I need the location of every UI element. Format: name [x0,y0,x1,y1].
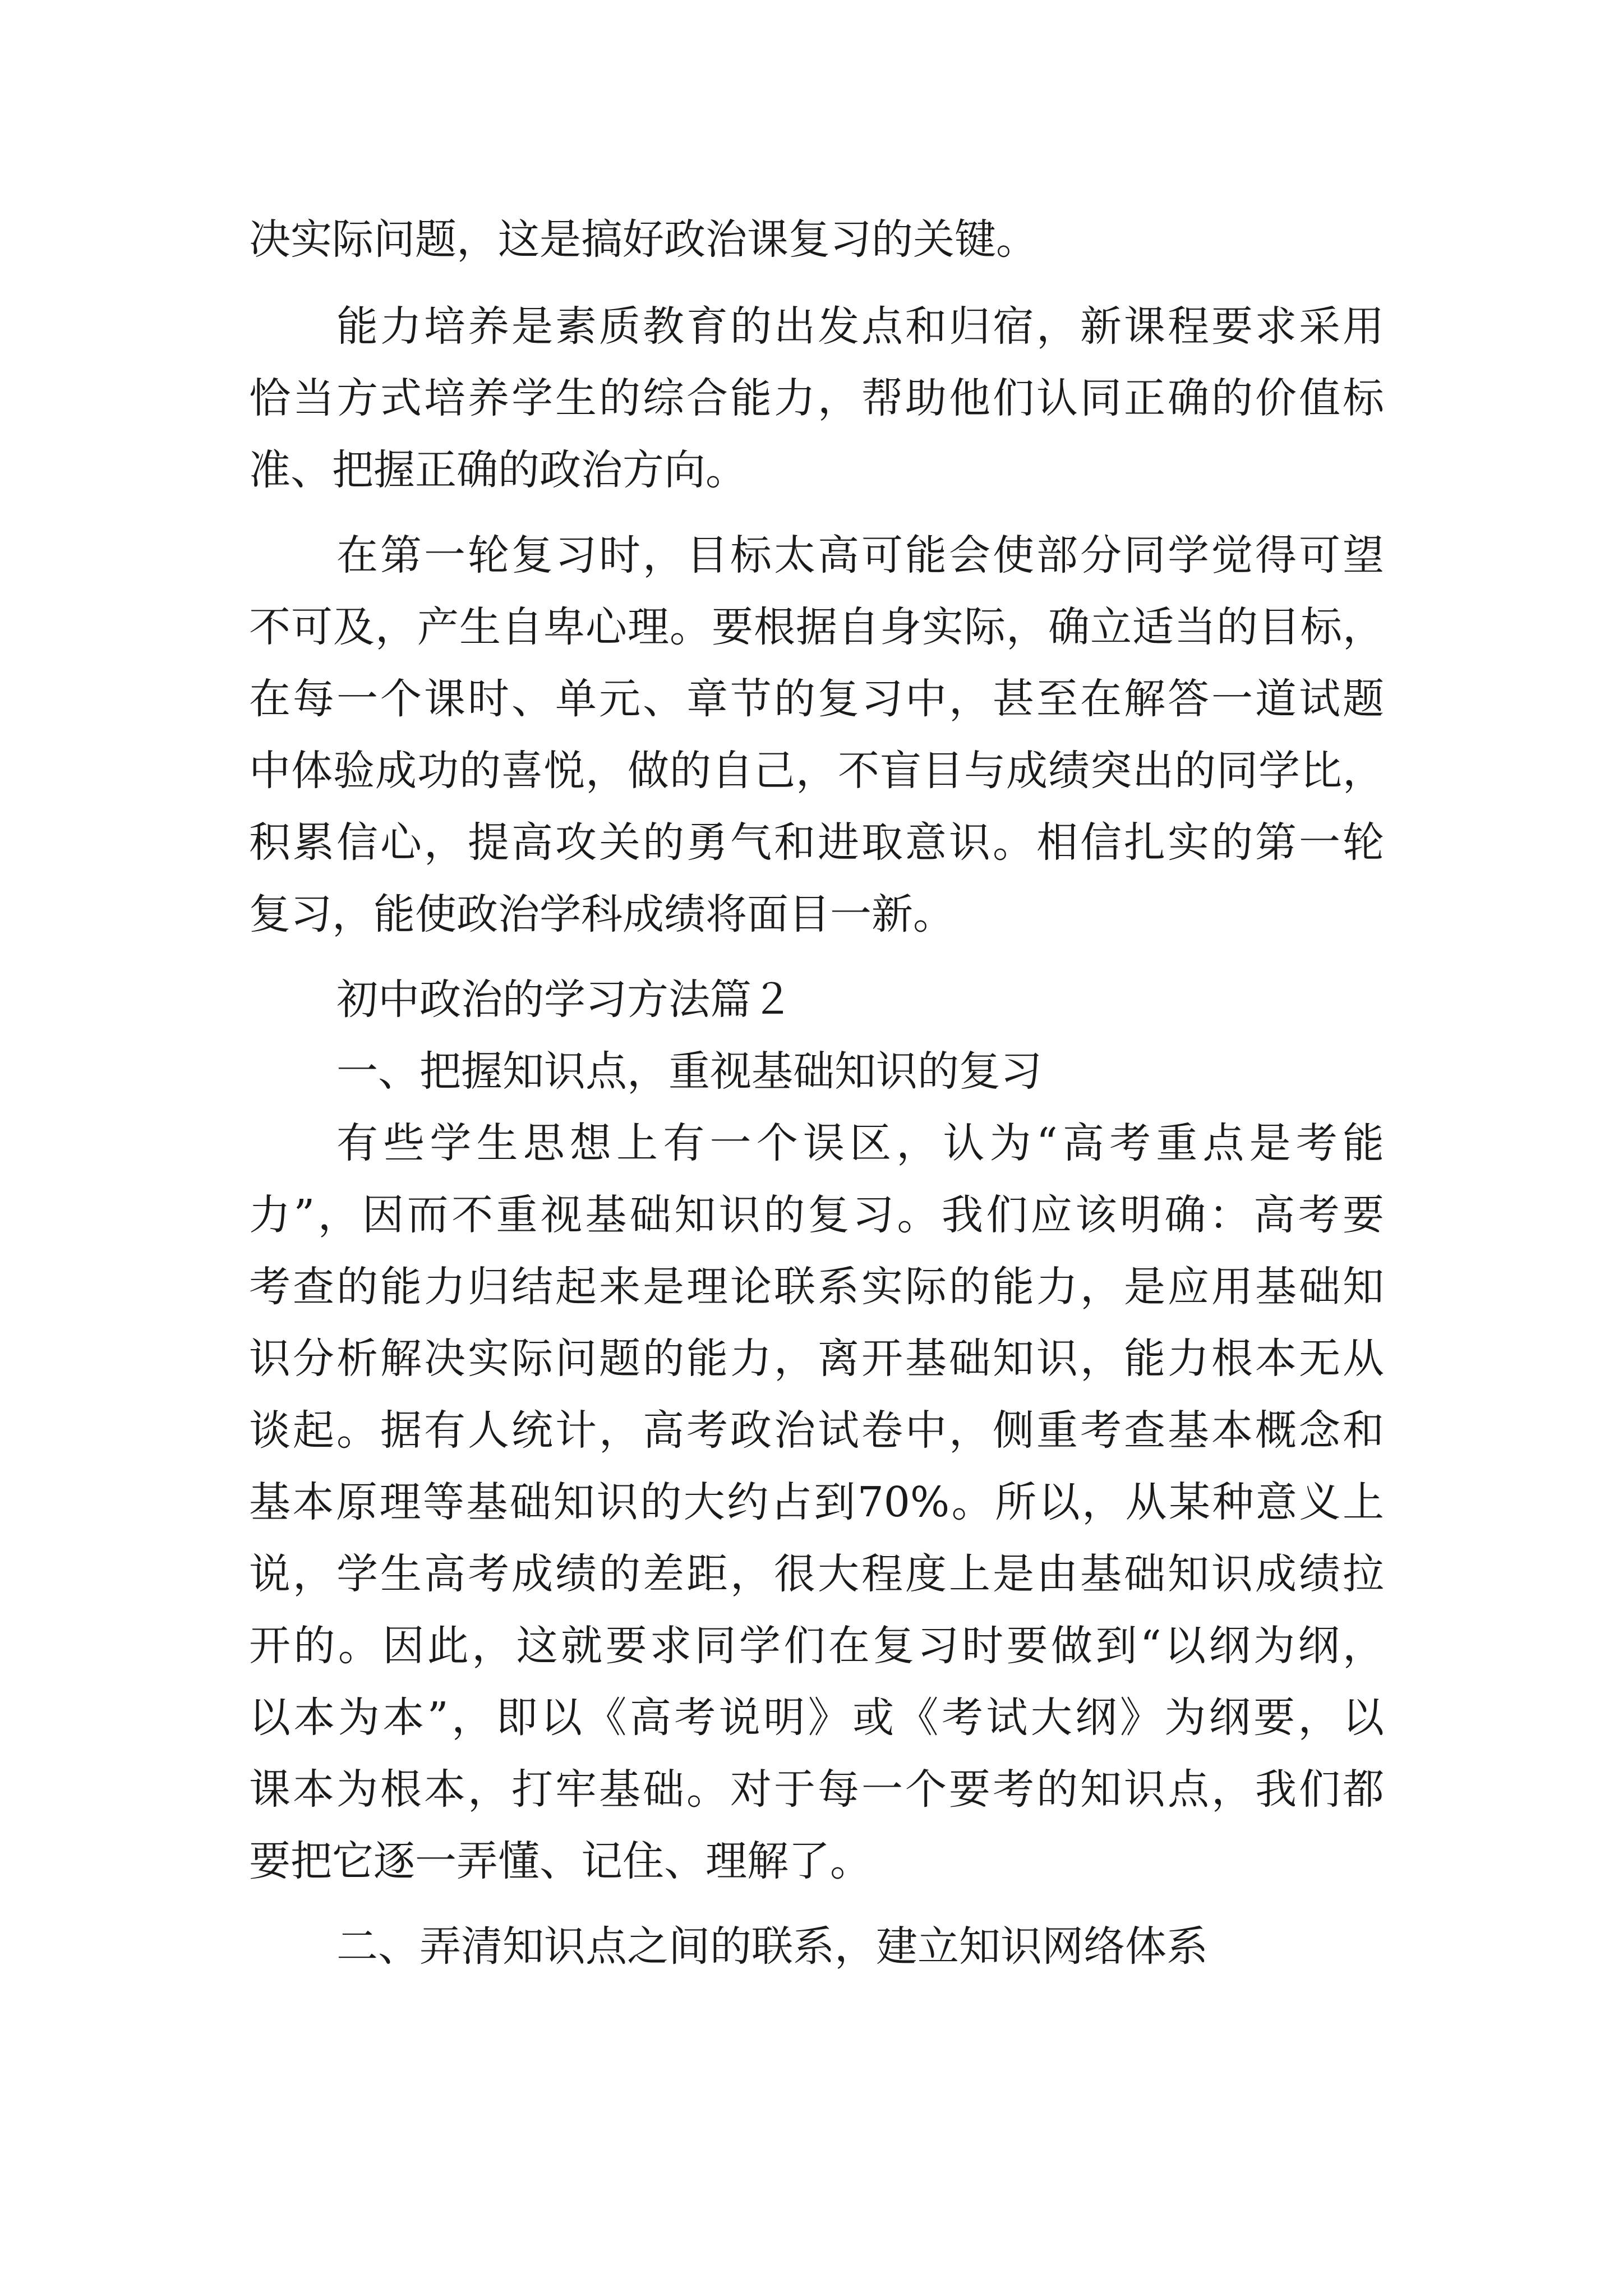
text-line: 基本原理等基础知识的大约占到70%。所以，从某种意义上 [249,1478,1384,1526]
subsection-heading: 二、弄清知识点之间的联系，建立知识网络体系 [336,1922,1208,1971]
text-line: 复习，能使政治学科成绩将面目一新。 [249,890,955,938]
text-line: 恰当方式培养学生的综合能力，帮助他们认同正确的价值标 [249,374,1384,422]
text-line: 开的。因此，这就要求同学们在复习时要做到“以纲为纲， [249,1622,1384,1670]
text-line: 积累信心，提高攻关的勇气和进取意识。相信扎实的第一轮 [249,818,1384,867]
paragraph-first-line: 有些学生思想上有一个误区，认为“高考重点是考能 [336,1119,1384,1167]
text-line: 课本为根本，打牢基础。对于每一个要考的知识点，我们都 [249,1765,1384,1814]
text-line: 谈起。据有人统计，高考政治试卷中，侧重考查基本概念和 [249,1406,1384,1455]
text-line: 识分析解决实际问题的能力，离开基础知识，能力根本无从 [249,1335,1384,1383]
text-line: 考查的能力归结起来是理论联系实际的能力，是应用基础知 [249,1263,1384,1311]
text-line: 力”，因而不重视基础知识的复习。我们应该明确：高考要 [249,1191,1384,1239]
subsection-heading: 一、把握知识点，重视基础知识的复习 [336,1047,1042,1096]
text-line: 说，学生高考成绩的差距，很大程度上是由基础知识成绩拉 [249,1550,1384,1598]
text-line: 决实际问题，这是搞好政治课复习的关键。 [249,215,1038,264]
text-line: 准、把握正确的政治方向。 [249,446,747,494]
text-line: 在每一个课时、单元、章节的复习中，甚至在解答一道试题 [249,675,1384,723]
section-heading: 初中政治的学习方法篇２ [336,976,793,1024]
text-line: 要把它逐一弄懂、记住、理解了。 [249,1837,872,1885]
paragraph-first-line: 能力培养是素质教育的出发点和归宿，新课程要求采用 [336,302,1384,351]
text-line: 不可及，产生自卑心理。要根据自身实际，确立适当的目标， [249,603,1384,651]
paragraph-first-line: 在第一轮复习时，目标太高可能会使部分同学觉得可望 [336,531,1384,579]
text-line: 以本为本”，即以《高考说明》或《考试大纲》为纲要，以 [249,1694,1384,1742]
text-line: 中体验成功的喜悦，做的自己，不盲目与成绩突出的同学比， [249,747,1384,795]
